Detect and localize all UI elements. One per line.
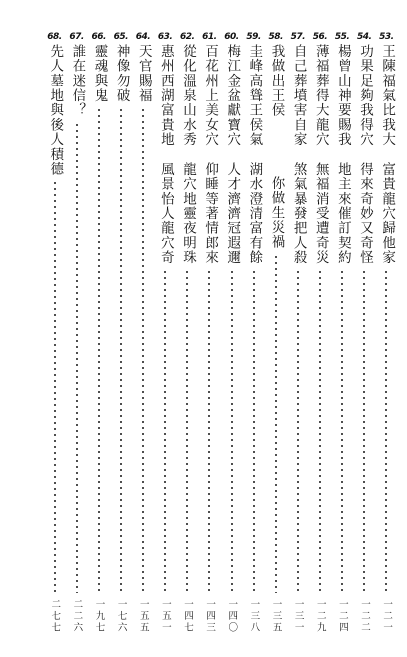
dot-leader (341, 269, 343, 593)
entry-spacer (291, 147, 305, 162)
entry-page-number: 一七六 (115, 599, 127, 634)
entry-title: 我做出王侯 (268, 44, 285, 118)
entry-title: 梅江金盆獻寶穴 (224, 44, 241, 147)
toc-entry (332, 32, 353, 647)
entry-subtitle: 煞氣暴發把人殺 (290, 161, 307, 265)
entry-title: 惠州西湖富貴地 (157, 44, 174, 147)
dot-leader (231, 269, 233, 593)
entry-title: 先人墓地與後人積德 (47, 44, 64, 177)
entry-title: 百花州上美女穴 (202, 44, 219, 147)
entry-title: 從化溫泉山水秀 (180, 44, 196, 147)
entry-subtitle: 仰睡等著情郎來 (202, 161, 219, 265)
entry-number: 63. (157, 32, 173, 42)
entry-page-number: 一三八 (248, 599, 260, 634)
dot-leader (98, 107, 100, 593)
toc-entry (133, 32, 154, 647)
dot-leader (186, 269, 188, 593)
entry-title: 誰在迷信？ (69, 44, 86, 118)
toc-entry (66, 32, 87, 647)
dot-leader (164, 269, 166, 593)
entry-title: 功果足夠我得穴 (357, 44, 373, 147)
entry-spacer (313, 147, 327, 162)
entry-title: 薄福葬得大龍穴 (312, 44, 329, 147)
entry-spacer (358, 147, 372, 162)
toc-entry (199, 32, 220, 647)
entry-number: 59. (246, 32, 261, 42)
entry-title: 圭峰高聳王侯氣 (246, 44, 263, 147)
dot-leader (253, 269, 255, 593)
entry-page-number: 一三五 (270, 599, 282, 634)
entry-number: 55. (334, 32, 350, 42)
dot-leader (142, 107, 144, 593)
entry-page-number: 一四三 (204, 599, 216, 634)
entry-title: 神像勿破 (113, 44, 130, 103)
entry-number: 60. (224, 32, 239, 42)
toc-entry (44, 32, 65, 647)
dot-leader (297, 269, 299, 593)
entry-number: 56. (312, 32, 328, 42)
toc-entry (88, 32, 109, 647)
entry-subtitle: 無福消受遭奇災 (312, 161, 329, 265)
entry-title: 王陳福氣比我大 (379, 44, 396, 147)
entry-page-number: 一二四 (336, 599, 348, 634)
entry-spacer (225, 147, 239, 162)
entry-subtitle: 富貴龍穴歸他家 (379, 161, 396, 265)
entry-subtitle: 地主來催訂契約 (334, 161, 351, 265)
entry-subtitle: 風景怡人龍穴奇 (157, 161, 174, 265)
entry-spacer (380, 147, 394, 162)
entry-page-number: 一九七 (93, 599, 105, 634)
entry-spacer (181, 147, 195, 162)
entry-number: 66. (91, 32, 106, 42)
entry-number: 54. (357, 32, 372, 42)
dot-leader (208, 269, 210, 593)
table-of-contents (44, 32, 397, 647)
entry-page-number: 一四七 (182, 599, 193, 634)
toc-entry (110, 32, 131, 647)
toc-entry (155, 32, 176, 647)
toc-entry (287, 32, 308, 647)
entry-page-number: 二二六 (71, 599, 83, 634)
entry-number: 61. (202, 32, 217, 42)
entry-page-number: 一三一 (292, 599, 304, 634)
dot-leader (54, 180, 56, 593)
entry-number: 62. (180, 32, 195, 42)
entry-subtitle: 龍穴地靈夜明珠 (180, 161, 196, 265)
dot-leader (76, 122, 78, 594)
toc-entry (177, 32, 198, 647)
entry-number: 67. (69, 32, 84, 42)
toc-entry (354, 32, 375, 647)
entry-number: 57. (290, 32, 306, 42)
entry-title: 自己葬墳害自家 (290, 44, 307, 147)
dot-leader (319, 269, 321, 593)
entry-subtitle: 人才濟濟冠遐邇 (224, 161, 241, 265)
entry-title: 靈魂與鬼 (91, 44, 108, 103)
entry-page-number: 一二九 (314, 599, 326, 634)
toc-entry (376, 32, 397, 647)
entry-spacer (269, 118, 283, 177)
entry-page-number: 一五一 (159, 599, 171, 634)
entry-subtitle: 湖水澄清富有餘 (246, 161, 263, 265)
entry-number: 53. (379, 32, 394, 42)
toc-entry (243, 32, 264, 647)
toc-entry (310, 32, 331, 647)
toc-entry (221, 32, 242, 647)
entry-subtitle: 你做生災禍 (268, 176, 285, 250)
entry-subtitle: 得來奇妙又奇怪 (357, 161, 373, 265)
entry-number: 65. (113, 32, 129, 42)
entry-title: 楊曾山神要賜我 (334, 44, 351, 147)
dot-leader (275, 254, 277, 593)
toc-entry (265, 32, 286, 647)
dot-leader (385, 269, 387, 593)
entry-spacer (335, 147, 349, 162)
entry-page-number: 一二二 (359, 599, 370, 634)
entry-page-number: 二七七 (49, 599, 61, 634)
entry-spacer (247, 147, 261, 162)
dot-leader (120, 107, 122, 593)
entry-spacer (203, 147, 217, 162)
entry-page-number: 一五五 (137, 599, 149, 634)
entry-number: 68. (47, 32, 62, 42)
entry-page-number: 一四〇 (226, 599, 238, 634)
entry-spacer (158, 147, 172, 162)
entry-title: 天官賜福 (135, 44, 152, 103)
dot-leader (363, 269, 365, 593)
entry-number: 64. (135, 32, 151, 42)
entry-page-number: 一二一 (381, 599, 393, 634)
entry-number: 58. (268, 32, 283, 42)
